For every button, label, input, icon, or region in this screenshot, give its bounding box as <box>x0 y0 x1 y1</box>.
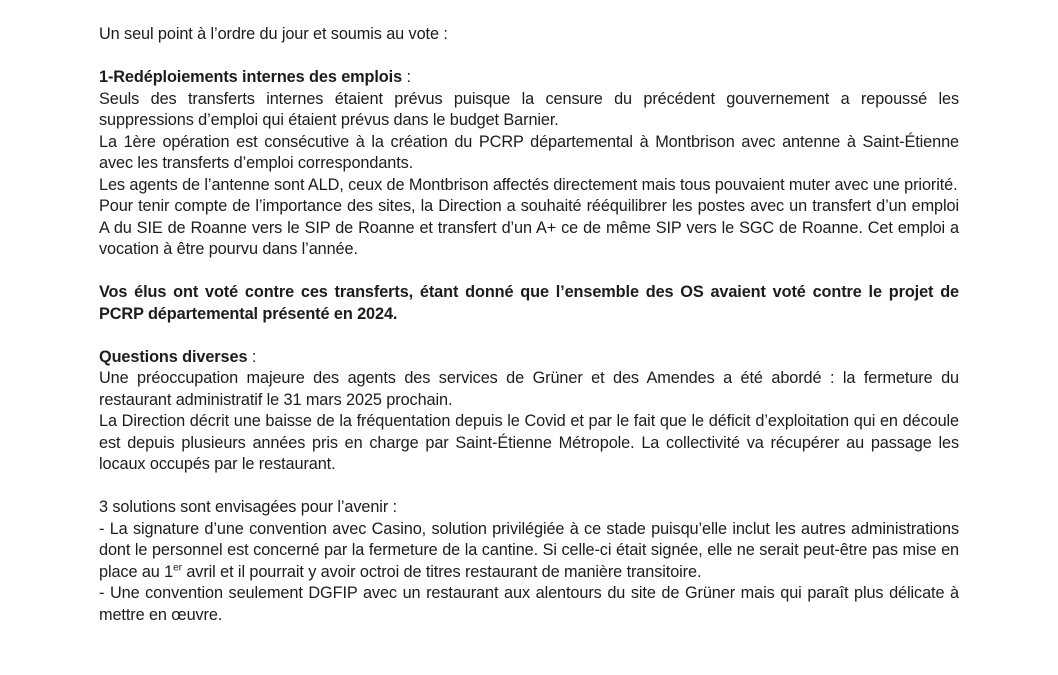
paragraph: Seuls des transferts internes étaient prévus puisque la censure du précédent gouvernement a repoussé les suppressions d’emploi qui étaient prévus dans le budget Barnier. <box>99 89 959 129</box>
intro-line: Un seul point à l’ordre du jour et soumis au vote : <box>99 25 448 43</box>
paragraph: La Direction décrit une baisse de la fréquentation depuis le Covid et par le fait que le déficit d’exploitation qui en découle est depuis plusieurs années pris en charge par Saint-Étienne Métropole. La collectivité va récupérer au passage les locaux occupés par le restaurant. <box>99 412 959 473</box>
paragraph: Pour tenir compte de l’importance des sites, la Direction a souhaité rééquilibrer les postes avec un transfert d’un emploi A du SIE de Roanne vers le SIP de Roanne et transfert d’un A+ ce de même SIP vers le SGC de Roanne. Cet emploi a vocation à être pourvu dans l’année. <box>99 197 959 258</box>
paragraph: Une préoccupation majeure des agents des services de Grüner et des Amendes a été abordé : la fermeture du restaurant administratif le 31 mars 2025 prochain. <box>99 369 959 409</box>
paragraph: La 1ère opération est consécutive à la création du PCRP départemental à Montbrison avec antenne à Saint-Étienne avec les transferts d’emploi correspondants. <box>99 132 959 172</box>
blank-line <box>99 261 959 283</box>
section1-heading-colon: : <box>402 68 411 86</box>
vote-statement: Vos élus ont voté contre ces transferts, étant donné que l’ensemble des OS avaient voté contre le projet de PCRP départemental présenté en 2024. <box>99 283 959 323</box>
section1-heading-text: 1-Redéploiements internes des emplois <box>99 68 403 86</box>
section2-heading <box>99 347 959 369</box>
section1-heading <box>99 67 959 89</box>
blank-line <box>99 46 959 68</box>
ordinal-superscript: er <box>173 562 182 574</box>
paragraph: Les agents de l’antenne sont ALD, ceux de Montbrison affectés directement mais tous pouvaient muter avec une priorité. <box>99 175 958 194</box>
solution1-text-end: avril et il pourrait y avoir octroi de titres restaurant de manière transitoire. <box>181 562 702 581</box>
blank-line <box>99 476 959 498</box>
blank-line <box>99 325 959 347</box>
solution1-text-start: - La signature d’une convention avec Casino, solution privilégiée à ce stade puisqu’elle inclut les autres administrations dont le personnel est concerné par la fermeture de la cantine. Si celle-ci était signée, elle ne serait peut-être pas mise en place au 1 <box>99 519 959 581</box>
solutions-intro: 3 solutions sont envisagées pour l’avenir : <box>99 498 397 516</box>
solution-item: - Une convention seulement DGFIP avec un restaurant aux alentours du site de Grüner mais qui paraît plus délicate à mettre en œuvre. <box>99 584 959 624</box>
section2-heading-text: Questions diverses <box>99 347 248 366</box>
solution-item <box>99 519 959 584</box>
section2-heading-colon: : <box>247 347 257 366</box>
document-body <box>99 24 959 626</box>
